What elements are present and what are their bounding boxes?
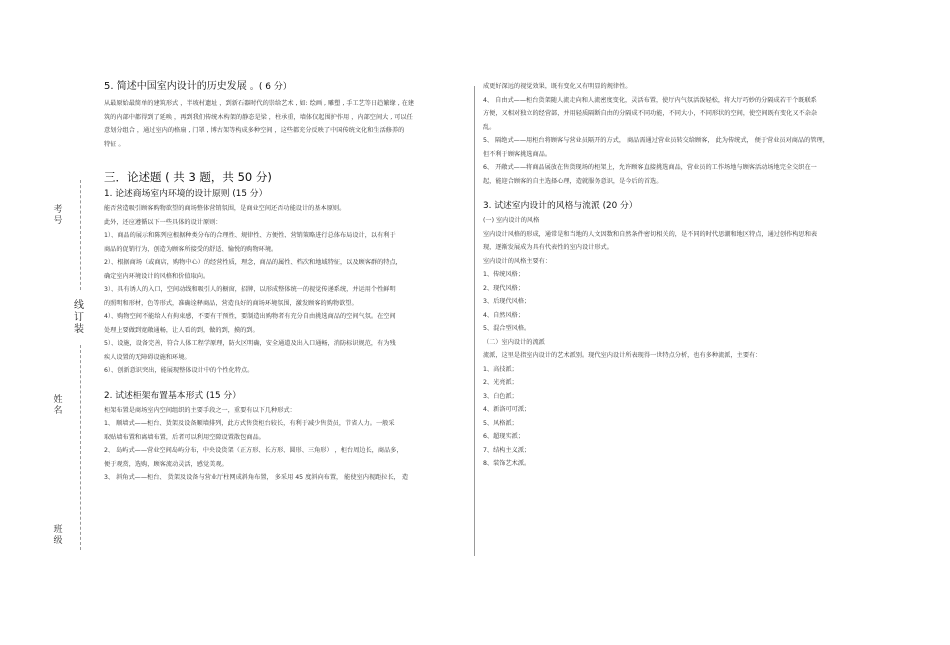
q3-line: 6、超现实派；	[483, 433, 525, 440]
q1-line: 疾人设置的无障碍设施和环境。	[104, 353, 191, 361]
q3-line: 1、高技派；	[483, 365, 518, 373]
q5-line: 特征 。	[104, 140, 125, 148]
q1-line: 的照明和形材，色等形式，准确诠释商品，营造良好的商场环境氛围，激发顾客的购物欲望。	[104, 299, 358, 307]
q3-line: 7、结构主义派；	[483, 446, 531, 454]
q2-line: 取贴墙布置和离墙布置，后者可以利用空隙设置散包商品。	[104, 433, 265, 441]
q3-line: 8、装饰艺术派。	[483, 460, 531, 467]
q3-line: （二）室内设计的流派	[483, 338, 545, 346]
name-label: 姓名	[53, 395, 63, 416]
student-id-label: 考号	[53, 205, 63, 226]
q2-line: 便于观赏，选购，顾客流动灵活，感觉美观。	[104, 460, 228, 468]
right-column	[483, 80, 893, 471]
q2-cont-line: 5、 隔绝式——用柜台将顾客与营业员隔开的方式， 商品需通过营业员转交给顾客， 此为传统式， 便于营业员对商品的管理，	[483, 137, 829, 144]
q2-cont-line: 成更好深远的视觉效果，既有变化又有明显的规律性。	[483, 83, 632, 90]
q2-cont-line: 乱。	[483, 123, 496, 131]
q1-line: 5）、设施，设备完善，符合人体工程学原理，防火区明确，安全通道及出入口通畅，消防标识规范，有为残	[104, 340, 396, 347]
q1-line: 1）、商品的展示和陈列应根据种类分布的合理性、规律性、方便性、营销策略进行总体布局设计，以有利于	[104, 232, 396, 239]
q2-cont-line: 但不利于顾客挑选商品。	[483, 150, 552, 158]
left-column	[104, 80, 466, 485]
q1-line: 6）、创新意识突出，能展现整体设计中的个性化特点。	[104, 367, 254, 374]
question-2-heading	[104, 390, 466, 402]
binding-dash-bottom	[80, 345, 81, 550]
question-5-points: 。( 6 分）	[249, 82, 292, 92]
q3-line: 现，逐渐发展成为具有代表性的室内设计形式。	[483, 244, 613, 251]
q2-line: 3、 斜角式——柜台、 货架及设备与营业厅柱网成斜角布置， 多采用 45 度斜向布置， 能使室内视距拉长， 造	[104, 474, 409, 481]
q3-line: 3、后现代风格；	[483, 298, 531, 305]
question-1-heading	[104, 188, 466, 200]
q2-cont-line: 6、 开敞式——将商品展放在售货现场的柜架上，允许顾客直接挑选商品，营业员的工作场地与顾客活动场地完全交织在一	[483, 164, 817, 171]
question-2-title: 2. 试述柜架布置基本形式	[104, 390, 204, 401]
q1-line: 2）、根据商场（或商店，购物中心）的经营性质，理念，商品的属性、档次和地域特征，以及顾客群的特点，	[104, 259, 402, 266]
q1-line: 3）、具有诱人的入口，空间动线和吸引人的橱窗，招牌，以形成整体统一的视觉传递系统，并运用个性鲜明	[104, 286, 396, 293]
q2-cont-line: 起，能迎合顾客的自主选择心理，造就服务意识，是今后的首选。	[483, 177, 663, 185]
q2-line: 1、 顺墙式——柜台、货架及设备顺墙排列，此方式售货柜台较长，有利于减少售货员，节省人力。一般采	[104, 420, 395, 427]
q3-line: 5、混合型风格。	[483, 325, 531, 332]
q3-line: 室内设计风格的形成，通常是和当地的人文因数和自然条件密切相关的，是不同的时代思潮和地区特点，通过创作构思和表	[483, 230, 818, 238]
q3-line: 4、新洛可可派；	[483, 406, 531, 413]
binding-margin	[0, 0, 95, 645]
q1-line: 确定室内环境设计的风格和价值取向。	[104, 272, 210, 280]
binding-line-label: 线订装	[74, 300, 84, 335]
q3-line: 室内设计的风格主要有：	[483, 257, 552, 265]
question-3-heading	[483, 200, 893, 212]
q3-line: 3、白色派；	[483, 392, 518, 400]
q1-line: 能否营造吸引顾客购物欲望的商场整体营销氛围，是商业空间还否功能设计的基本原则。	[104, 205, 346, 212]
q3-line: 1、传统风格；	[483, 271, 525, 278]
q2-cont-line: 4、 自由式——柜台货架随人流走向和人流密度变化，灵活布置，使厅内气氛活泼轻松，将大厅巧妙的分隔成若干个既联系	[483, 96, 817, 104]
binding-dash-top	[80, 180, 81, 290]
question-5-heading	[104, 80, 466, 94]
question-3-points: (20 分）	[602, 201, 638, 211]
q1-line: 处理上要做到宽敞通畅，让人看的到，做的到，摸的到。	[104, 326, 259, 334]
q2-line: 2、 岛屿式——营业空间岛屿分布，中央设货架（正方形、长方形、圆形、三角形） ，柜台周边长，商品多，	[104, 447, 403, 454]
q5-line: 筑的内部中都得到了延唤 ，再到我们传统木构架的静态是梁 ，柱承重，墙体仅起围护作用 ，内部空间大 , 可以任	[104, 113, 413, 121]
q1-line: 4）、购物空间不能给人有拘束感，不要有干预性，要制造出购物者有充分自由挑选商品的空间气氛。在空间	[104, 313, 396, 320]
question-2-points: (15 分）	[205, 390, 241, 401]
question-3-title: 3. 试述室内设计的风格与流派	[483, 201, 600, 211]
q1-line: 商品的促销行为，创造为顾客所接受的舒适、愉悦的购物环境。	[104, 245, 278, 253]
class-label: 班级	[53, 525, 63, 546]
q3-line: 流派，这里是指室内设计的艺术派别。现代室内设计所表现得一世特点分析，也有多种流派，主要有：	[483, 352, 762, 359]
column-divider	[474, 86, 475, 556]
q1-line: 此外，还应遵循以下一些具体的设计原则：	[104, 218, 222, 226]
q3-line: 2、光亮派；	[483, 379, 518, 386]
section-heading: 三．论述题 ( 共 3 题，共 50 分)	[104, 170, 272, 184]
question-5-title: 5. 简述中国室内设计的历史发展	[104, 81, 247, 92]
q2-line: 柜架布置是商场室内空间组织的主要手段之一，重要有以下几种形式：	[104, 406, 296, 414]
q5-line: 从最原始最简单的建筑形式 ，半坡村遗址 ，到新石器时代的崇给艺术 , 如: 绘画 , 雕塑 , 手工艺等日趋繁缘 , 在建	[104, 100, 415, 107]
q3-line: 2、现代风格；	[483, 284, 525, 292]
q5-line: 意划分组合 ，通过室内的格扇 , 门罩 , 博古架等构成多种空间 ，这些都充分反映了中国传统文化和生活修养的	[104, 127, 405, 134]
question-1-title: 1. 论述商场室内环境的设计原则	[104, 189, 230, 199]
q2-cont-line: 方便，又相对独立的经营部，并用轻质隔断自由的分隔成不同功能，不同大小，不同形状的空间，使空间既有变化又不杂杂	[483, 110, 818, 117]
question-1-points: (15 分）	[232, 189, 268, 199]
q3-line: 4、自然风格；	[483, 311, 525, 319]
q3-line: 5、风格派；	[483, 419, 518, 427]
q3-line: (一) 室内设计的风格	[483, 217, 540, 224]
